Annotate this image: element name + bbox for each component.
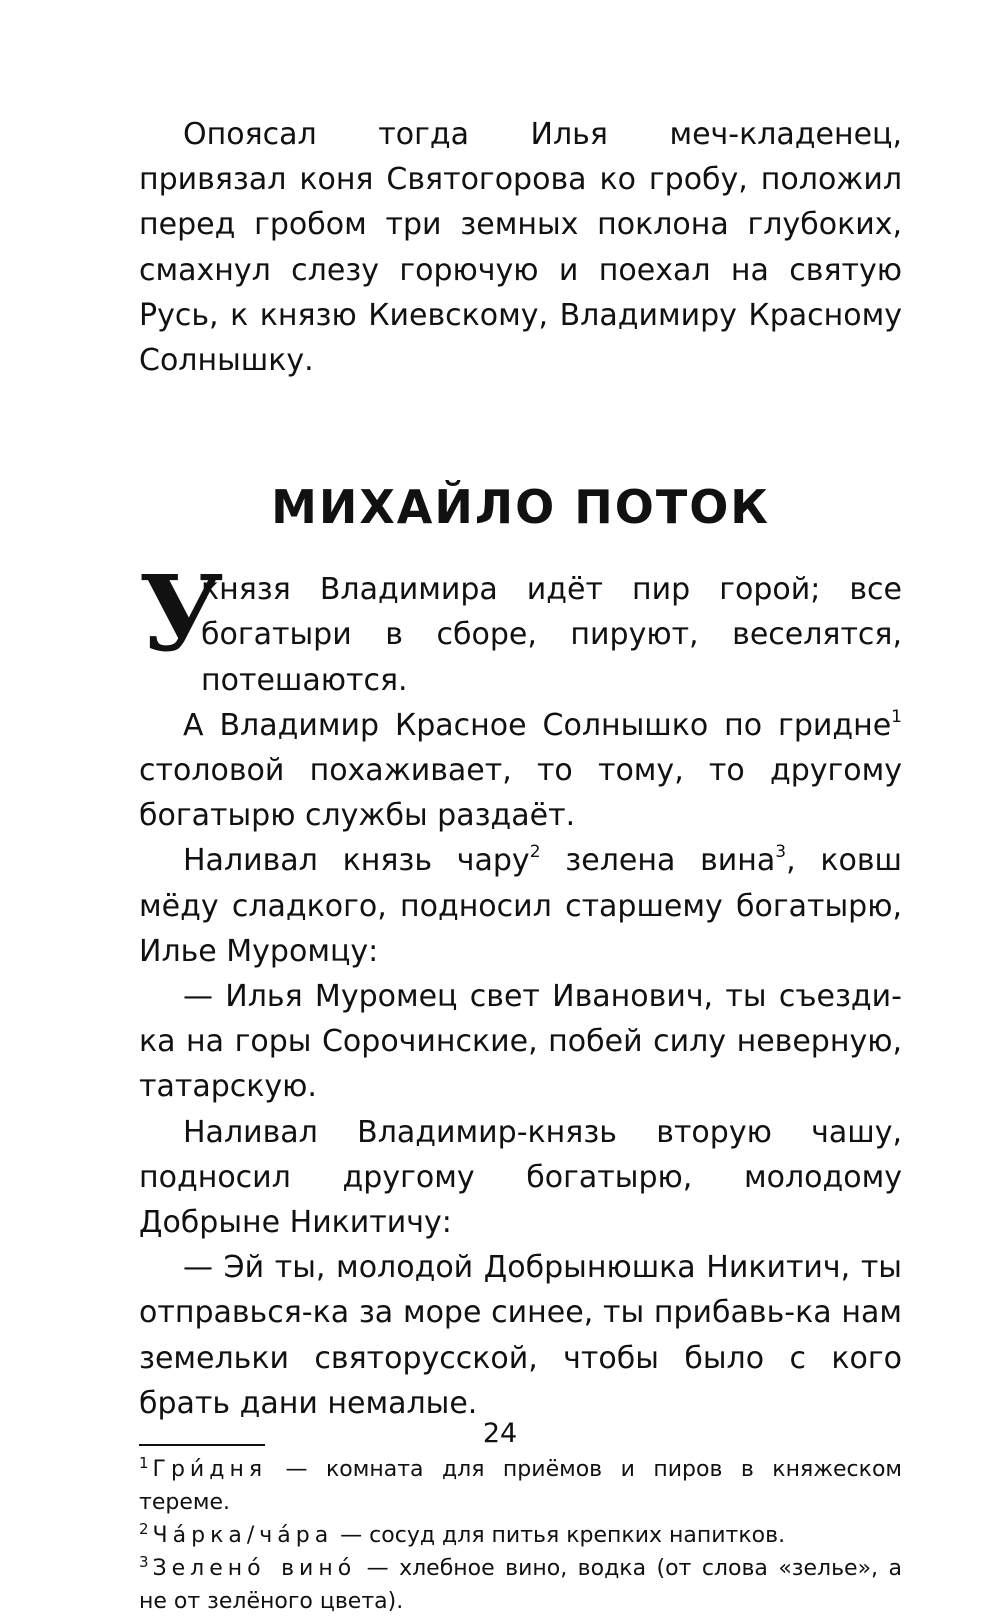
footnote-1-definition: — комната для приёмов и пиров в княжеском тереме.	[139, 1457, 902, 1516]
page-body	[139, 112, 902, 1619]
paragraph-3: — Илья Муромец свет Иванович, ты съезди-ка на горы Сорочинские, побей силу неверную, татарскую.	[139, 979, 902, 1105]
footnote-ref-2: 2	[529, 842, 541, 863]
paragraph-2-part3: , ковш мёду сладкого, подносил старшему богатырю, Илье Муромцу:	[139, 843, 902, 969]
footnote-2-definition: — сосуд для питья крепких напитков.	[333, 1522, 786, 1548]
lead-paragraph-block	[139, 552, 902, 703]
footnote-1-term: Гри́дня	[152, 1457, 268, 1483]
paragraph-2-part2: зелена вина	[540, 843, 776, 879]
footnote-3	[139, 1553, 902, 1619]
footnote-ref-1: 1	[891, 706, 902, 727]
footnote-2-term: Ча́рка/ча́ра	[152, 1522, 334, 1548]
lead-paragraph	[139, 552, 902, 703]
page-number: 24	[482, 1418, 518, 1449]
paragraph-5: — Эй ты, молодой Добрынюшка Никитич, ты отправься-ка за море синее, ты прибавь-ка нам земельки святорусской, чтобы было с кого брать дани немалые.	[139, 1250, 902, 1421]
paragraph-2	[139, 838, 902, 974]
footnote-1-number: 1	[139, 1454, 149, 1473]
intro-paragraph: Опоясал тогда Илья меч-кладенец, привязал коня Святогорова ко гробу, положил перед гробом три земных поклона глубоких, смахнул слезу горючую и поехал на святую Русь, к князю Киевскому, Владимиру Красному Солнышку.	[139, 117, 902, 379]
paragraph-4: Наливал Владимир-князь вторую чашу, подносил другому богатырю, молодому Добрыне Никитичу:	[139, 1114, 902, 1241]
chapter-title: МИХАЙЛО ПОТОК	[271, 480, 770, 535]
paragraph-1-before: А Владимир Красное Солнышко по гридне	[183, 707, 892, 743]
drop-cap: У	[139, 552, 224, 676]
lead-text: князя Владимира идёт пир горой; все богатыри в сборе, пируют, веселятся, потешаются.	[201, 572, 902, 698]
footnote-3-term: Зелено́ вино́	[152, 1555, 357, 1581]
footnote-1	[139, 1454, 902, 1520]
paragraph-2-part1: Наливал князь чару	[183, 843, 530, 879]
footnote-2-number: 2	[139, 1519, 149, 1538]
paragraph-1	[139, 703, 902, 839]
footnote-ref-3: 3	[775, 842, 787, 863]
footnote-2	[139, 1520, 902, 1553]
footnote-3-number: 3	[139, 1552, 149, 1571]
paragraph-1-after: столовой похаживает, то тому, то другому богатырю службы раздаёт.	[139, 753, 902, 834]
footnote-3-definition: — хлебное вино, водка (от слова «зелье», а не от зелёного цвета).	[139, 1555, 902, 1615]
